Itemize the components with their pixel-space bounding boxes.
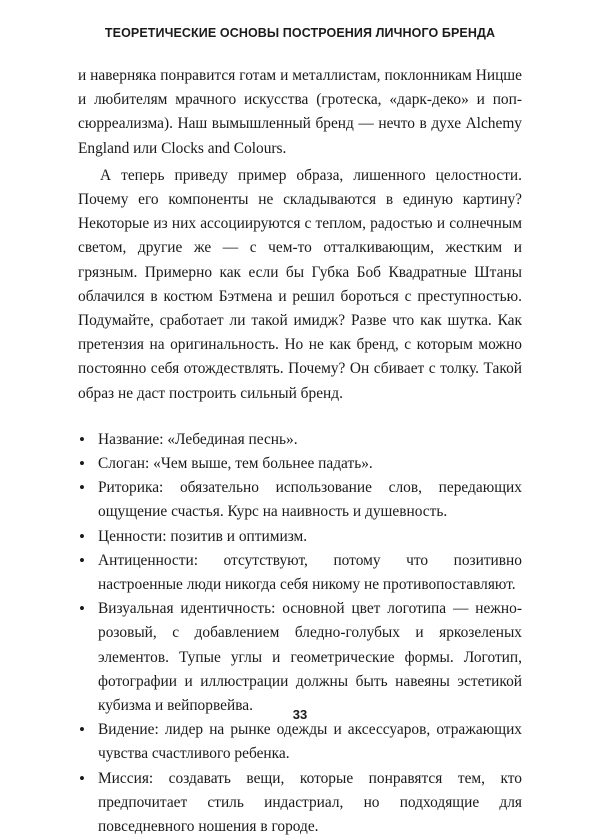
list-item: • Антиценности: отсутствуют, потому что позитивно настроенные люди никогда себя никому не противопоставляют. bbox=[78, 549, 522, 597]
list-item: • Визуальная идентичность: основной цвет логотипа — нежно-розовый, с добавлением бледно-голубых и яркозеленых элементов. Тупые углы и геометрические формы. Логотип, фотографии и иллюстрации должны быть навеяны эстетикой кубизма и вейпорвейва. bbox=[78, 597, 522, 718]
page-body bbox=[78, 64, 522, 839]
brand-attributes-list bbox=[78, 428, 522, 839]
list-item: • Риторика: обязательно использование слов, передающих ощущение счастья. Курс на наивность и душевность. bbox=[78, 476, 522, 524]
list-item: • Название: «Лебединая песнь». bbox=[78, 428, 522, 452]
list-item: • Миссия: создавать вещи, которые понравятся тем, кто предпочитает стиль индастриал, но подходящие для повседневного ношения в городе. bbox=[78, 767, 522, 839]
list-item: • Ценности: позитив и оптимизм. bbox=[78, 525, 522, 549]
running-head: ТЕОРЕТИЧЕСКИЕ ОСНОВЫ ПОСТРОЕНИЯ ЛИЧНОГО БРЕНДА bbox=[104, 26, 496, 40]
page-number: 33 bbox=[292, 707, 308, 722]
paragraph: А теперь приведу пример образа, лишенного целостности. Почему его компоненты не складываются в единую картину? Некоторые из них ассоциируются с теплом, радостью и солнечным светом, другие же — с чем-то отталкивающим, жестким и грязным. Примерно как если бы Губка Боб Квадратные Штаны облачился в костюм Бэтмена и решил бороться с преступностью. Подумайте, сработает ли такой имидж? Разве что как шутка. Как претензия на оригинальность. Но не как бренд, с которым можно постоянно себя отождествлять. Почему? Он сбивает с толку. Такой образ не даст построить сильный бренд. bbox=[78, 166, 522, 402]
paragraph-continued: и наверняка понравится готам и металлистам, поклонникам Ницше и любителям мрачного искусства (гротеска, «дарк-деко» и поп-сюрреализма). Наш вымышленный бренд — нечто в духе Alchemy England или Clocks and Colours. bbox=[78, 67, 522, 157]
list-item: • Видение: лидер на рынке одежды и аксессуаров, отражающих чувства счастливого ребенка. bbox=[78, 718, 522, 766]
list-item: • Слоган: «Чем выше, тем больнее падать». bbox=[78, 452, 522, 476]
